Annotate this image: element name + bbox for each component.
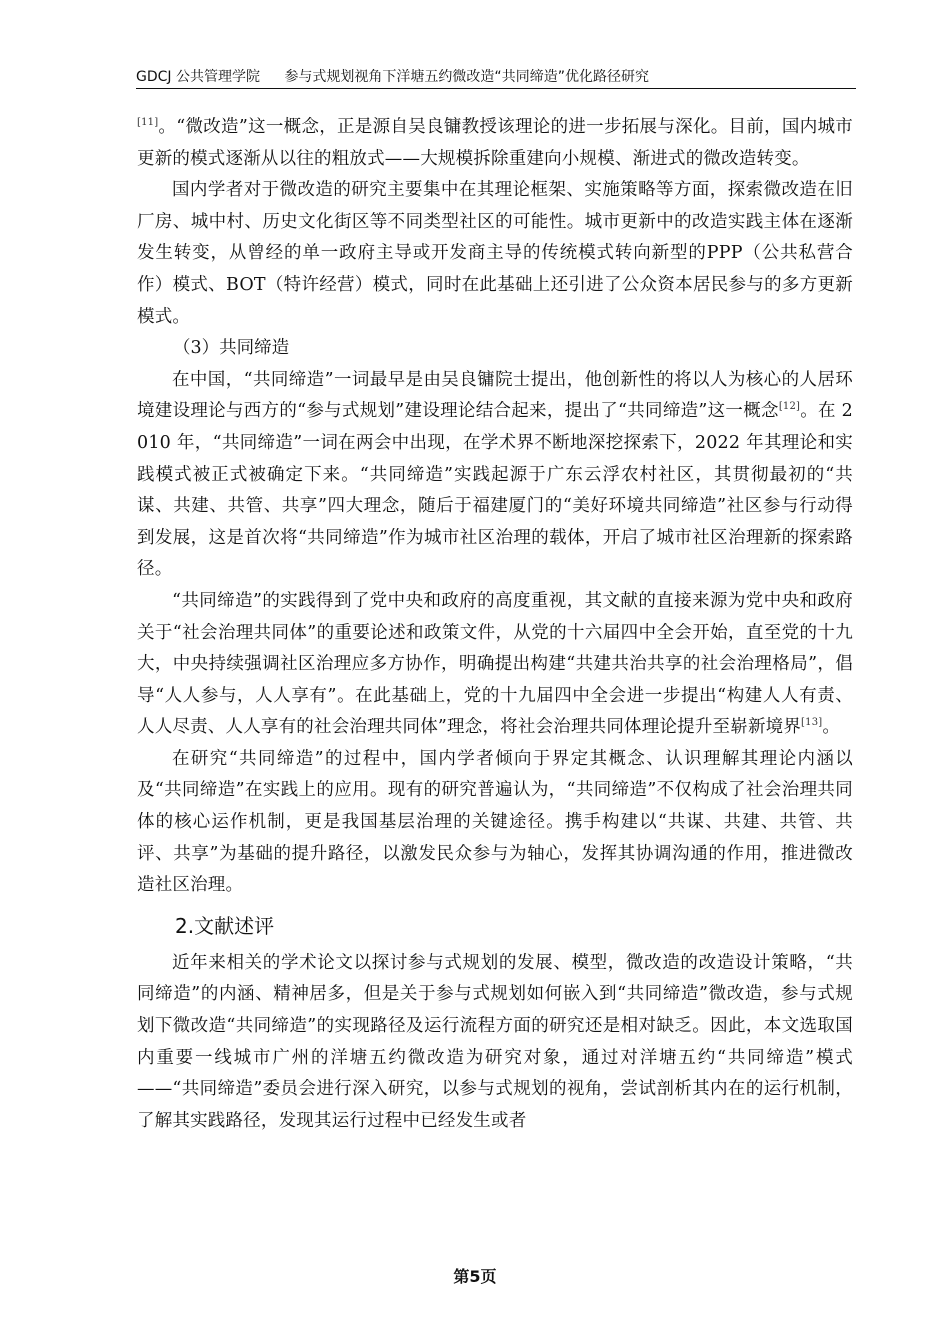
paragraph-4 (137, 586, 853, 744)
page-header (136, 66, 856, 88)
paragraph-3 (137, 365, 853, 586)
paragraph-5: 在研究“共同缔造”的过程中，国内学者倾向于界定其概念、认识理解其理论内涵以及“共同缔造”在实践上的应用。现有的研究普遍认为，“共同缔造”不仅构成了社会治理共同体的核心运作机制，更是我国基层治理的关键途径。携手构建以“共谋、共建、共管、共评、共享”为基础的提升路径，以激发民众参与为轴心，发挥其协调沟通的作用，推进微改造社区治理。 (137, 748, 853, 896)
paragraph-3-text-b: 。在 2010 年，“共同缔造”一词在两会中出现，在学术界不断地深挖探索下，2022 年其理论和实践模式被正式被确定下来。“共同缔造”实践起源于广东云浮农村社区，其贯彻最初的“共谋、共建、共管、共享”四大理念，随后于福建厦门的“美好环境共同缔造”社区参与行动得到发展，这是首次将“共同缔造”作为城市社区治理的载体，开启了城市社区治理新的探索路径。 (137, 401, 853, 580)
page-number: 第5页 (453, 1267, 497, 1286)
header-title: 参与式规划视角下洋塘五约微改造“共同缔造”优化路径研究 (284, 69, 649, 85)
paragraph-6: 近年来相关的学术论文以探讨参与式规划的发展、模型，微改造的改造设计策略，“共同缔造”的内涵、精神居多，但是关于参与式规划如何嵌入到“共同缔造”微改造，参与式规划下微改造“共同缔造”的实现路径及运行流程方面的研究还是相对缺乏。因此，本文选取国内重要一线城市广州的洋塘五约微改造为研究对象，通过对洋塘五约“共同缔造”模式——“共同缔造”委员会进行深入研究，以参与式规划的视角，尝试剖析其内在的运行机制，了解其实践路径，发现其运行过程中已经发生或者 (137, 952, 853, 1131)
section-heading-literature-review: 2.文献述评 (175, 913, 275, 938)
paragraph-3-text-a: 在中国，“共同缔造”一词最早是由吴良镛院士提出，他创新性的将以人为核心的人居环境建设理论与西方的“参与式规划”建设理论结合起来，提出了“共同缔造”这一概念 (137, 369, 853, 422)
header-rule (136, 88, 856, 89)
document-body (137, 112, 853, 1137)
citation-13[interactable]: [13] (801, 717, 823, 729)
paragraph-2: 国内学者对于微改造的研究主要集中在其理论框架、实施策略等方面，探索微改造在旧厂房、城中村、历史文化街区等不同类型社区的可能性。城市更新中的改造实践主体在逐渐发生转变，从曾经的单一政府主导或开发商主导的传统模式转向新型的PPP（公共私营合作）模式、BOT（特许经营）模式，同时在此基础上还引进了公众资本居民参与的多方更新模式。 (137, 180, 853, 327)
paragraph-1-text: 。“微改造”这一概念，正是源自吴良镛教授该理论的进一步拓展与深化。目前，国内城市更新的模式逐渐从以往的粗放式——大规模拆除重建向小规模、渐进式的微改造转变。 (137, 117, 853, 169)
header-institution: GDCJ 公共管理学院 (136, 69, 260, 85)
subheading-co-creation: （3）共同缔造 (173, 338, 290, 359)
citation-12[interactable]: [12] (778, 401, 801, 413)
paragraph-1 (137, 112, 853, 175)
citation-11[interactable]: [11] (137, 117, 159, 129)
paragraph-4-text-b: 。 (822, 717, 841, 738)
paragraph-4-text-a: “共同缔造”的实践得到了党中央和政府的高度重视，其文献的直接来源为党中央和政府关于“社会治理共同体”的重要论述和政策文件，从党的十六届四中全会开始，直至党的十九大，中央持续强调社区治理应多方协作，明确提出构建“共建共治共享的社会治理格局”，倡导“人人参与，人人享有”。在此基础上，党的十九届四中全会进一步提出“构建人人有责、人人尽责、人人享有的社会治理共同体”理念，将社会治理共同体理论提升至崭新境界 (137, 590, 853, 738)
